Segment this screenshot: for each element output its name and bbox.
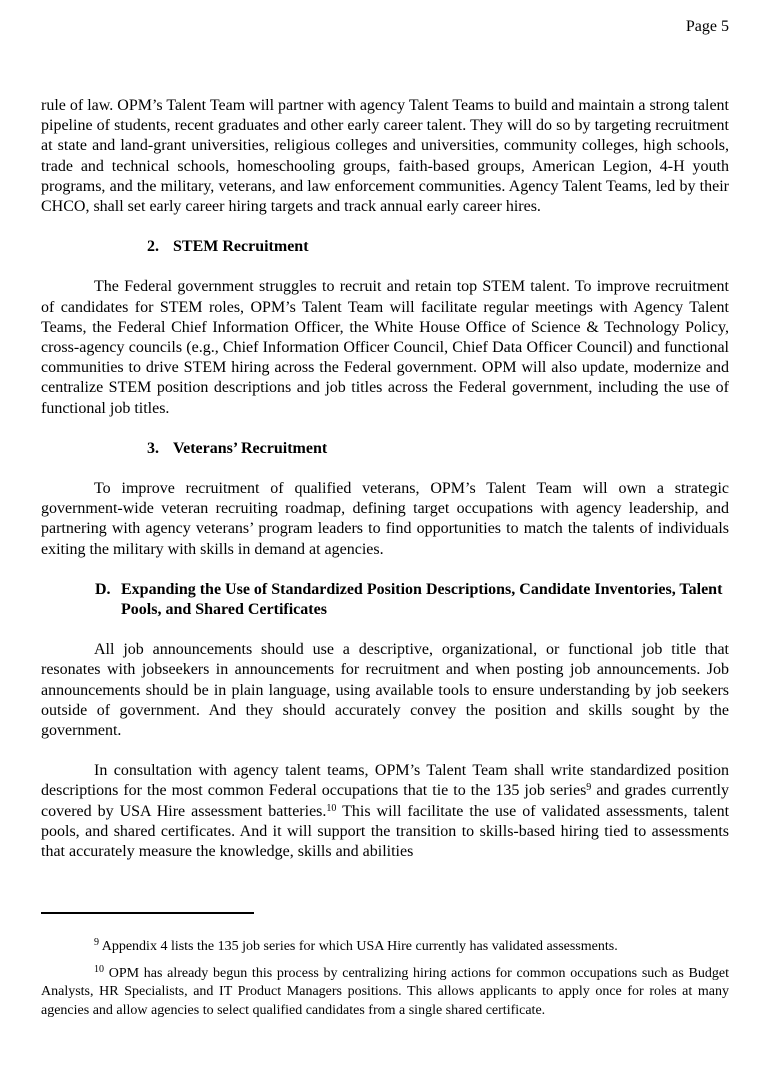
- footnote-ref-9[interactable]: 9: [586, 782, 592, 794]
- heading-number: D.: [95, 580, 111, 598]
- heading-number: 2.: [147, 238, 159, 256]
- heading-text: Veterans’ Recruitment: [173, 439, 328, 457]
- document-body: [41, 96, 729, 862]
- heading-number: 3.: [147, 439, 159, 457]
- paragraph-stem: The Federal government struggles to recruit and retain top STEM talent. To improve recruitment of candidates for STEM roles, OPM’s Talent Team will facilitate regular meetings with Agency Talent Teams, the Federal Chief Information Officer, the White House Office of Science & Technology Policy, cross-agency councils (e.g., Chief Information Officer Council, Chief Data Officer Council) and functional communities to drive STEM hiring across the Federal government. OPM will also update, modernize and centralize STEM position descriptions and job titles across the Federal government, including the use of functional job titles.: [41, 278, 729, 417]
- heading-text: STEM Recruitment: [173, 238, 309, 256]
- footnote-10: [41, 965, 729, 1021]
- footnote-9: [41, 938, 729, 957]
- footnotes: [41, 938, 729, 1020]
- footnote-divider: [41, 912, 254, 914]
- paragraph-veterans: To improve recruitment of qualified veterans, OPM’s Talent Team will own a strategic government-wide veteran recruiting roadmap, defining target occupations with agency leadership, and partnering with agency veterans’ program leaders to find opportunities to match the talents of individuals exiting the military with skills in demand at agencies.: [41, 480, 729, 558]
- footnote-ref-10[interactable]: 10: [326, 802, 337, 814]
- heading-veterans-recruitment: [147, 439, 729, 459]
- paragraph-early-career: rule of law. OPM’s Talent Team will partner with agency Talent Teams to build and maintain a strong talent pipeline of students, recent graduates and other early career talent. They will do so by targeting recruitment at state and land-grant universities, religious colleges and universities, community colleges, high schools, trade and technical schools, homeschooling groups, faith-based groups, American Legion, 4-H youth programs, and the military, veterans, and law enforcement communities. Agency Talent Teams, led by their CHCO, shall set early career hiring targets and track annual early career hires.: [41, 97, 729, 216]
- footnote-text: OPM has already begun this process by centralizing hiring actions for common occupations such as Budget Analysts, HR Specialists, and IT Product Managers positions. This allows applicants to apply once for roles at many agencies and allow agencies to select qualified candidates from a single shared certificate.: [41, 965, 729, 1018]
- footnote-mark: 9: [94, 937, 99, 948]
- paragraph-text: In consultation with agency talent teams, OPM’s Talent Team shall write standardized position descriptions for the most common Federal occupations that tie to the 135 job series: [41, 762, 729, 800]
- heading-text: Expanding the Use of Standardized Position Descriptions, Candidate Inventories, Talent Pools, and Shared Certificates: [121, 580, 723, 619]
- paragraph-text: and grades currently covered by USA Hire assessment batteries.: [41, 782, 729, 820]
- heading-standardized-descriptions: [95, 580, 729, 620]
- paragraph-position-descriptions: [41, 761, 729, 862]
- footnote-text: Appendix 4 lists the 135 job series for which USA Hire currently has validated assessments.: [99, 939, 618, 954]
- heading-stem-recruitment: [147, 237, 729, 257]
- paragraph-text: This will facilitate the use of validated assessments, talent pools, and shared certificates. And it will support the transition to skills-based hiring tied to assessments that accurately measure the knowledge, skills and abilities: [41, 802, 730, 861]
- paragraph-job-announcements: All job announcements should use a descriptive, organizational, or functional job title that resonates with jobseekers in announcements for recruitment and when posting job announcements. Job announcements should be in plain language, using available tools to ensure understanding by job seekers outside of government. And they should accurately convey the position and skills sought by the government.: [41, 641, 729, 740]
- footnote-mark: 10: [94, 963, 104, 975]
- page-number: Page 5: [685, 18, 729, 35]
